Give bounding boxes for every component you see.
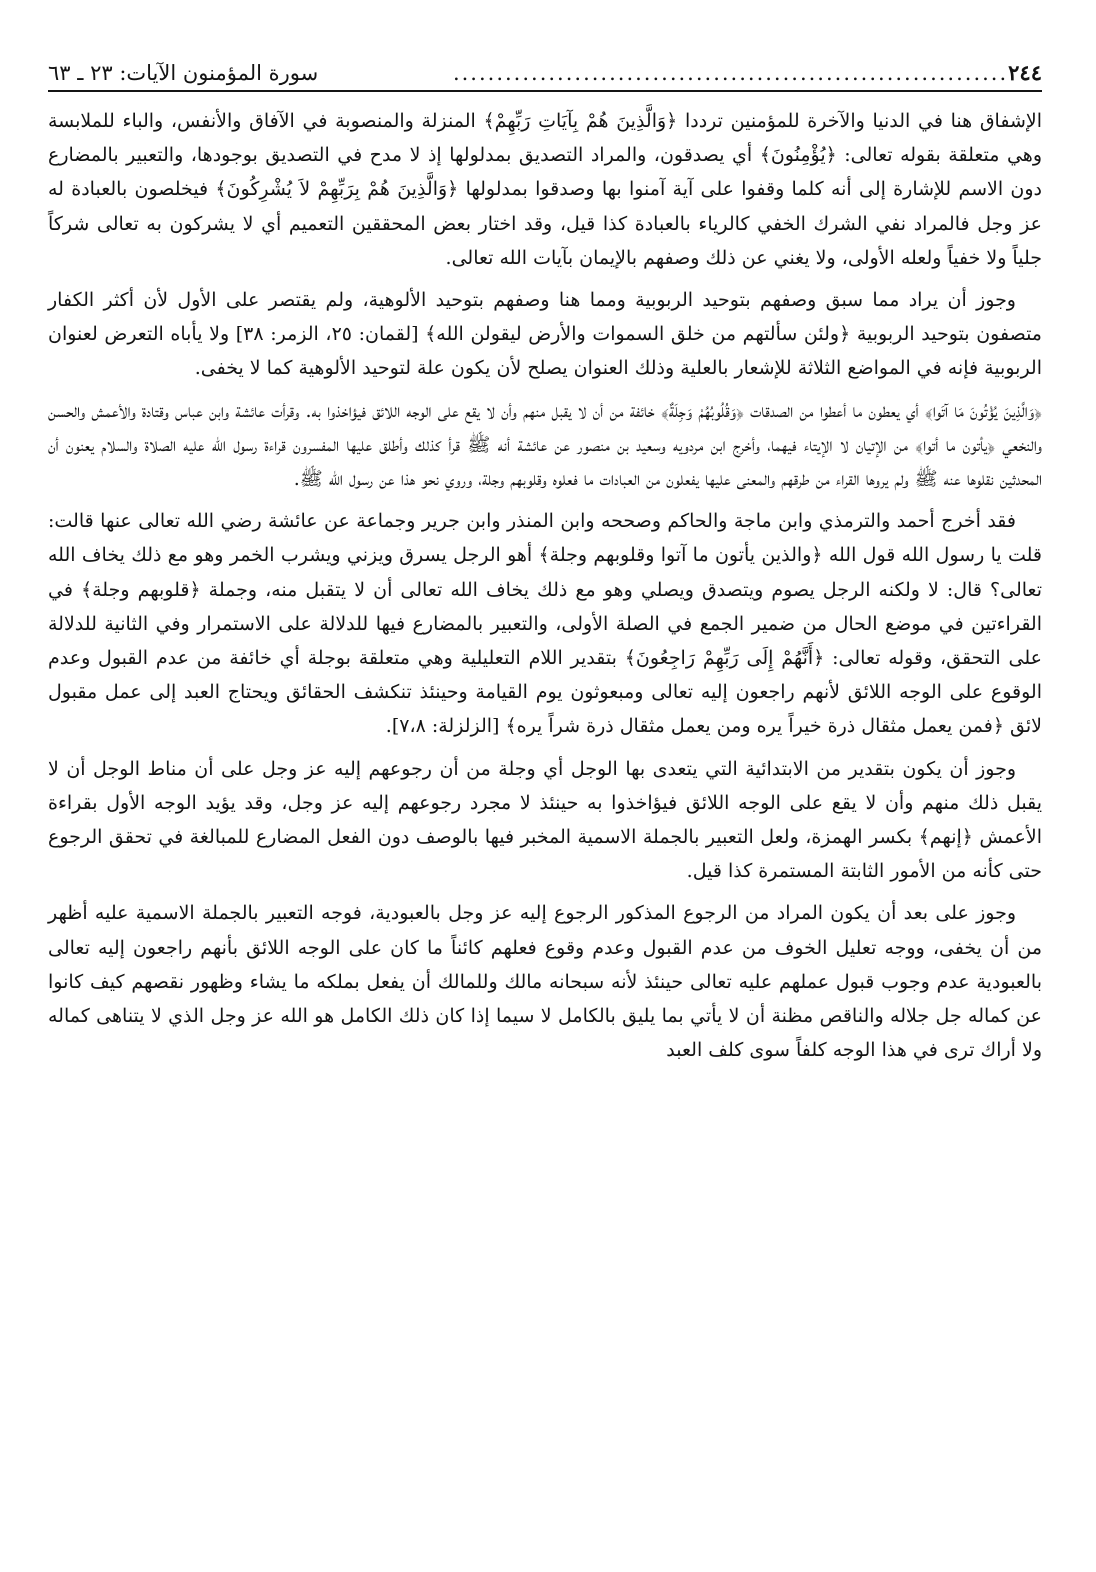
paragraph-5: وجوز أن يكون بتقدير من الابتدائية التي يتعدى بها الوجل أي وجلة من أن رجوعهم إليه عز وجل على أن مناط الوجل أن لا يقبل ذلك منهم وأن لا يقع على الوجه اللائق فيؤاخذوا به حينئذ لا مجرد رجوعهم إليه عز وجل، وقد يؤيد الوجه الأول بقراءة الأعمش ﴿إنهم﴾ بكسر الهمزة، ولعل التعبير بالجملة الاسمية المخبر فيها بالوصف دون الفعل المضارع للمبالغة في تحقق الرجوع حتى كأنه من الأمور الثابتة المستمرة كذا قيل. <box>48 757 1042 883</box>
page-body <box>48 104 1042 1067</box>
page-header <box>48 58 1042 92</box>
paragraph-2: وجوز أن يراد مما سبق وصفهم بتوحيد الربوبية ومما هنا وصفهم بتوحيد الألوهية، ولم يقتصر على الأول لأن أكثر الكفار متصفون بتوحيد الربوبية ﴿ولئن سألتهم من خلق السموات والأرض ليقولن الله﴾ [لقمان: ٢٥، الزمر: ٣٨] ولا يأباه التعرض لعنوان الربوبية فإنه في المواضع الثلاثة للإشعار بالعلية وذلك العنوان يصلح لأن يكون علة لتوحيد الألوهية كما لا يخفى. <box>48 289 1042 380</box>
header-leader-dots: ................................................................ <box>452 61 1009 85</box>
paragraph-1: الإشفاق هنا في الدنيا والآخرة للمؤمنين ترددا ﴿وَالَّذِينَ هُمْ بِآيَاتِ رَبِّهِمْ﴾ المنزلة والمنصوبة في الآفاق والأنفس، والباء للملابسة وهي متعلقة بقوله تعالى: ﴿يُؤْمِنُونَ﴾ أي يصدقون، والمراد التصديق بمدلولها إذ لا مدح في التصديق بوجودها، والتعبير بالمضارع دون الاسم للإشارة إلى أنه كلما وقفوا على آية آمنوا بها وصدقوا بمدلولها ﴿وَالَّذِينَ هُمْ بِرَبِّهِمْ لاَ يُشْرِكُونَ﴾ فيخلصون بالعبادة له عز وجل فالمراد نفي الشرك الخفي كالرياء بالعبادة كذا قيل، وقد اختار بعض المحققين التعميم أي لا يشركون به تعالى شركاً جلياً ولا خفياً ولعله الأولى، ولا يغني عن ذلك وصفهم بالإيمان بآيات الله تعالى. <box>48 110 1042 269</box>
paragraph-4: فقد أخرج أحمد والترمذي وابن ماجة والحاكم وصححه وابن المنذر وابن جرير وجماعة عن عائشة رضي الله تعالى عنها قالت: قلت يا رسول الله قول الله ﴿والذين يأتون ما آتوا وقلوبهم وجلة﴾ أهو الرجل يسرق ويزني ويشرب الخمر وهو مع ذلك يخاف الله تعالى؟ قال: لا ولكنه الرجل يصوم ويتصدق ويصلي وهو مع ذلك يخاف الله تعالى أن لا يتقبل منه، وجملة ﴿قلوبهم وجلة﴾ في القراءتين في موضع الحال من ضمير الجمع في الصلة الأولى، والتعبير بالمضارع فيها للدلالة على الاستمرار وفي الثانية للدلالة على التحقق، وقوله تعالى: ﴿أَنَّهُمْ إِلَى رَبِّهِمْ رَاجِعُونَ﴾ بتقدير اللام التعليلية وهي متعلقة بوجلة أي خائفة من عدم القبول وعدم الوقوع على الوجه اللائق لأنهم راجعون إليه تعالى ومبعوثون يوم القيامة وحينئذ تنكشف الحقائق ويحتاج العبد إلى عمل مقبول لائق ﴿فمن يعمل مثقال ذرة خيراً يره ومن يعمل مثقال ذرة شراً يره﴾ [الزلزلة: ٧،٨]. <box>48 510 1042 738</box>
running-title: سورة المؤمنون الآيات: ٢٣ ـ ٦٣ <box>48 61 319 85</box>
page-number: ٢٤٤ <box>1008 60 1042 85</box>
paragraph-6: وجوز على بعد أن يكون المراد من الرجوع المذكور الرجوع إليه عز وجل بالعبودية، فوجه التعبير بالجملة الاسمية عليه أظهر من أن يخفى، ووجه تعليل الخوف من عدم القبول وعدم وقوع فعلهم كائناً ما كان على الوجه اللائق بأنهم راجعون إليه تعالى بالعبودية عدم وجوب قبول عملهم عليه تعالى حينئذ لأنه سبحانه مالك وللمالك أن يفعل بملكه ما يشاء وظهور نقصهم كيف كانوا عن كماله جل جلاله والناقص مظنة أن لا يأتي بما يليق بالكامل لا سيما إذا كان ذلك الكامل هو الله عز وجل الذي لا يتناهى كماله ولا أراك ترى في هذا الوجه كلفاً سوى كلف العبد <box>48 902 1042 1062</box>
paragraph-3: ﴿وَالَّذِينَ يُؤْتُونَ مَا آتَوا﴾ أي يعطون ما أعطوا من الصدقات ﴿وَقُلُوبُهُمْ وَجِلَةٌ﴾ خائفة من أن لا يقبل منهم وأن لا يقع على الوجه اللائق فيؤاخذوا به. وقرأت عائشة وابن عباس وقتادة والأعمش والحسن والنخعي ﴿يأتون ما أتوا﴾ من الإتيان لا الإيتاء فيهما، وأخرج ابن مردويه وسعيد بن منصور عن عائشة أنه ﷺ قرأ كذلك وأطلق عليها المفسرون قراءة رسول الله عليه الصلاة والسلام يعنون أن المحدثين نقلوها عنه ﷺ ولم يروها القراء من طرقهم والمعنى عليها يفعلون من العبادات ما فعلوه وقلوبهم وجلة، وروي نحو هذا عن رسول الله ﷺ. <box>48 399 1042 491</box>
